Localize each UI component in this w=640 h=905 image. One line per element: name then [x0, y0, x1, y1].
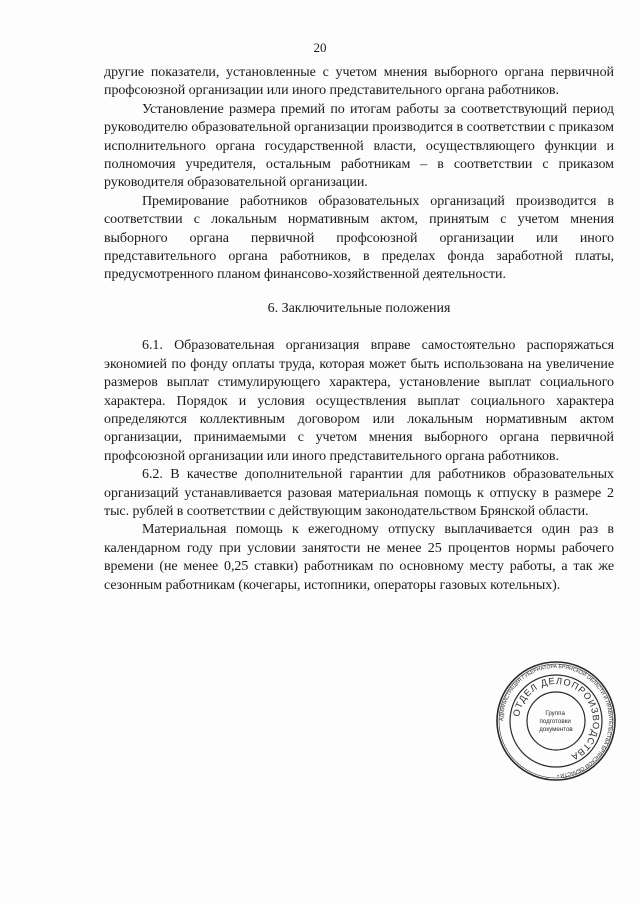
paragraph-material-aid: Материальная помощь к ежегодному отпуску выплачивается один раз в календарном году при условии занятости не менее 25 процентов нормы рабочего времени (не менее 0,25 ставки) работникам по основному месту работы, а так же сезонным работникам (кочегары, истопники, операторы газовых котельных).: [104, 522, 614, 593]
office-stamp: [495, 660, 617, 782]
paragraph-6-1: 6.1. Образовательная организация вправе самостоятельно распоряжаться экономией по фонду оплаты труда, которая может быть использована на увеличение размеров выплат стимулирующего характера, установление выплат социального характера. Порядок и условия осуществления выплат социального характера определяются коллективным договором или локальным нормативным актом организации, принимаемыми с учетом мнения выборного органа первичной профсоюзной организации или иного представительного органа работников.: [104, 338, 614, 464]
paragraph-bonus-size: Установление размера премий по итогам работы за соответствующий период руководителю образовательной организации производится в соответствии с приказом исполнительного органа государственной власти, осуществляющего функции и полномочия учредителя, остальным работникам – в соответствии с приказом руководителя образовательной организации.: [104, 101, 614, 191]
svg-text:Группа подготовки: Группа подготовки документов: [539, 710, 573, 733]
svg-text:АДМИНИСТРАЦИЯ ГУБЕРНАТОРА БРЯН: АДМИНИСТРАЦИЯ ГУБЕРНАТОРА БРЯНСКОЙ ОБЛАСТИ И ПРАВИТЕЛЬСТВА БРЯНСКОЙ ОБЛАСТИ •: [498, 663, 614, 778]
stamp-seal-icon: [495, 660, 617, 782]
paragraph-bonus-procedure: Премирование работников образовательных организаций производится в соответствии с локальным нормативным актом, принятым с учетом мнения выборного органа первичной профсоюзной организации или иного представительного органа работников, в пределах фонда заработной платы, предусмотренного планом финансово-хозяйственной деятельности.: [104, 193, 614, 283]
paragraph-6-2: 6.2. В качестве дополнительной гарантии для работников образовательных организаций устанавливается разовая материальная помощь к отпуску в размере 2 тыс. рублей в соответствии с действующим законодательством Брянской области.: [104, 467, 614, 519]
paragraph-continuation: другие показатели, установленные с учетом мнения выборного органа первичной профсоюзной организации или иного представительного органа работников.: [104, 65, 614, 99]
section-heading: 6. Заключительные положения: [267, 300, 451, 316]
document-body: [104, 64, 614, 595]
svg-text:ОТДЕЛ ДЕЛОПРОИЗВОДСТВА: ОТДЕЛ ДЕЛОПРОИЗВОДСТВА: [511, 675, 602, 763]
page-number: 20: [313, 40, 327, 55]
